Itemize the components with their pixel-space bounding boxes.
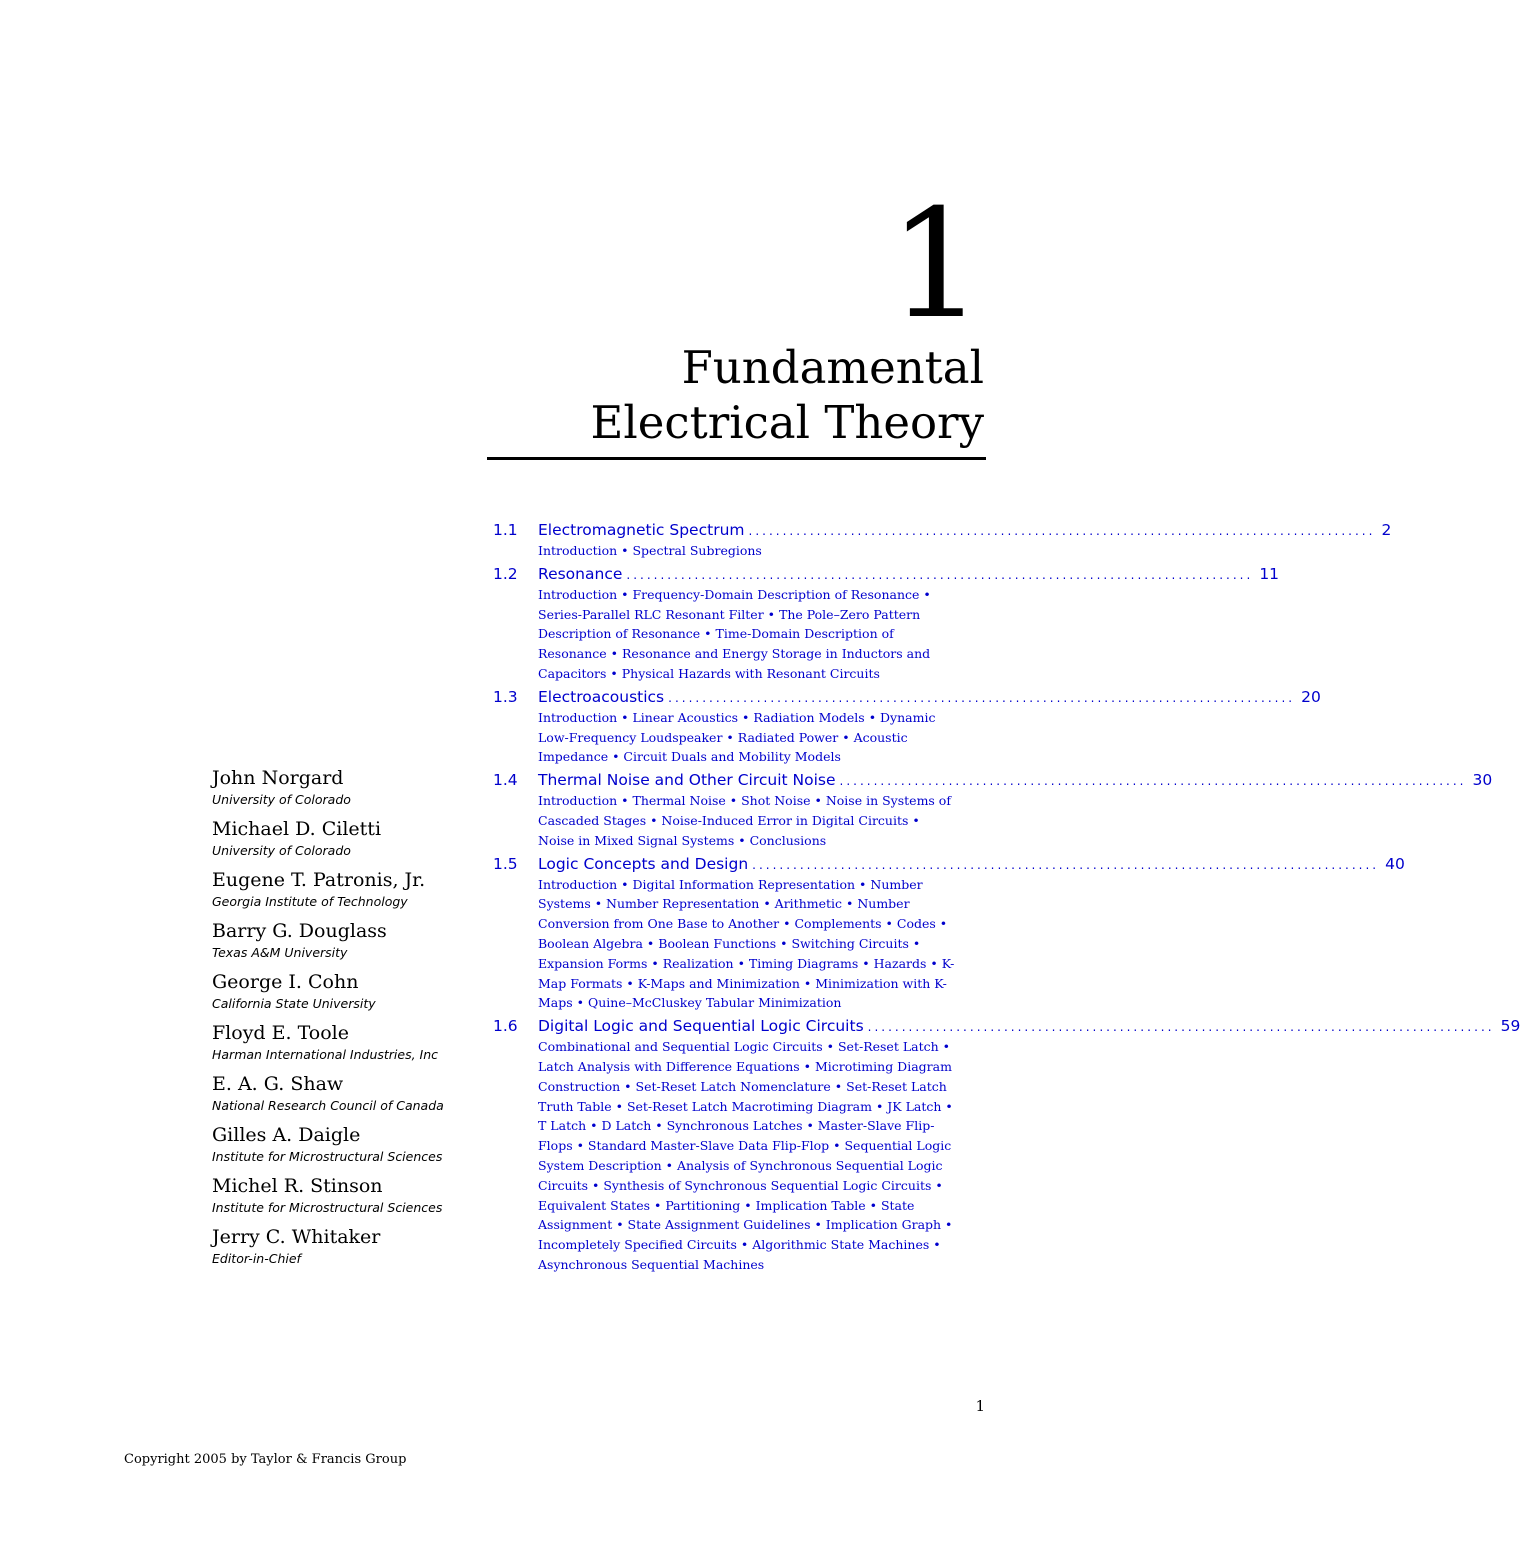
author-affiliation: Harman International Industries, Inc <box>212 1047 439 1062</box>
section-subtopics[interactable]: Introduction • Spectral Subregions <box>538 543 762 558</box>
section-number: 1.1 <box>493 521 518 539</box>
author <box>212 1123 482 1165</box>
toc-section <box>493 1016 1520 1275</box>
section-title: Resonance <box>538 564 623 583</box>
section-title: Logic Concepts and Design <box>538 854 749 873</box>
section-title: Thermal Noise and Other Circuit Noise <box>538 771 836 790</box>
toc-section <box>493 770 1493 850</box>
dot-leader: ............................................................................................ <box>626 567 1254 582</box>
dot-leader: ............................................................................................ <box>668 690 1296 705</box>
author <box>212 1174 482 1216</box>
toc-section <box>493 687 1321 767</box>
chapter-title-line-2: Electrical Theory <box>590 396 984 449</box>
author-name: Gilles A. Daigle <box>212 1124 361 1146</box>
dot-leader: ............................................................................................ <box>839 774 1467 789</box>
author-affiliation: California State University <box>212 996 376 1011</box>
author-list <box>212 766 482 1276</box>
section-title: Electroacoustics <box>538 687 665 706</box>
author-affiliation: Editor-in-Chief <box>212 1251 301 1266</box>
section-page: 2 <box>1381 521 1392 539</box>
author <box>212 817 482 859</box>
section-page: 30 <box>1472 771 1493 790</box>
toc-section <box>493 564 1280 684</box>
section-number: 1.3 <box>493 687 518 706</box>
chapter-title <box>464 340 984 450</box>
author <box>212 1072 482 1114</box>
section-subtopics[interactable]: Introduction • Frequency-Domain Description of Resonance • Series-Parallel RLC Resonant Filter • The Pole–Zero Pattern Description of Resonance • Time-Domain Description of Resonance • Resonance and Energy Storage in Inductors and Capacitors • Physical Hazards with Resonant Circuits <box>538 586 931 681</box>
author <box>212 766 482 808</box>
dot-leader: ............................................................................................ <box>748 524 1376 538</box>
author <box>212 868 482 910</box>
copyright-notice: Copyright 2005 by Taylor & Francis Group <box>124 1452 407 1467</box>
author-name: George I. Cohn <box>212 971 359 993</box>
section-subtopics[interactable]: Introduction • Thermal Noise • Shot Noise • Noise in Systems of Cascaded Stages • Noise-Induced Error in Digital Circuits • Noise in Mixed Signal Systems • Conclusions <box>538 793 951 848</box>
section-subtopics[interactable]: Introduction • Digital Information Representation • Number Systems • Number Representation • Arithmetic • Number Conversion from One Base to Another • Complements • Codes • Boolean Algebra • Boolean Functions • Switching Circuits • Expansion Forms • Realization • Timing Diagrams • Hazards • K-Map Formats • K-Maps and Minimization • Minimization with K-Maps • Quine–McCluskey Tabular Minimization <box>538 876 955 1011</box>
author-affiliation: Georgia Institute of Technology <box>212 894 408 909</box>
section-number: 1.2 <box>493 564 518 583</box>
table-of-contents <box>493 520 1520 1278</box>
author-affiliation: University of Colorado <box>212 792 351 807</box>
dot-leader: ............................................................................................ <box>867 1020 1495 1035</box>
toc-entry-link[interactable] <box>493 687 1321 708</box>
author-name: Michael D. Ciletti <box>212 818 382 840</box>
chapter-number: 1 <box>888 178 984 352</box>
toc-entry-link[interactable] <box>493 770 1493 791</box>
author-affiliation: National Research Council of Canada <box>212 1098 444 1113</box>
author-name: Floyd E. Toole <box>212 1022 349 1044</box>
author <box>212 1021 482 1063</box>
section-page: 11 <box>1259 564 1280 583</box>
section-page: 59 <box>1500 1017 1520 1036</box>
section-page: 40 <box>1385 854 1405 873</box>
section-page: 20 <box>1301 687 1321 706</box>
section-subtopics[interactable]: Combinational and Sequential Logic Circuits • Set-Reset Latch • Latch Analysis with Difference Equations • Microtiming Diagram Construction • Set-Reset Latch Nomenclature • Set-Reset Latch Truth Table • Set-Reset Latch Macrotiming Diagram • JK Latch • T Latch • D Latch • Synchronous Latches • Master-Slave Flip-Flops • Standard Master-Slave Data Flip-Flop • Sequential Logic System Description • Analysis of Synchronous Sequential Logic Circuits • Synthesis of Synchronous Sequential Logic Circuits • Equivalent States • Partitioning • Implication Table • State Assignment • State Assignment Guidelines • Implication Graph • Incompletely Specified Circuits • Algorithmic State Machines • Asynchronous Sequential Machines <box>538 1039 953 1272</box>
author-name: Barry G. Douglass <box>212 920 387 942</box>
toc-section <box>493 520 1392 561</box>
author <box>212 919 482 961</box>
author-affiliation: Institute for Microstructural Sciences <box>212 1200 443 1215</box>
section-subtopics[interactable]: Introduction • Linear Acoustics • Radiation Models • Dynamic Low-Frequency Loudspeaker • Radiated Power • Acoustic Impedance • Circuit Duals and Mobility Models <box>538 709 936 765</box>
author-name: John Norgard <box>212 767 344 789</box>
section-number: 1.4 <box>493 771 518 790</box>
toc-entry-link[interactable] <box>493 564 1280 585</box>
section-title: Electromagnetic Spectrum <box>538 521 745 539</box>
author-name: E. A. G. Shaw <box>212 1073 344 1095</box>
author-name: Eugene T. Patronis, Jr. <box>212 869 426 891</box>
dot-leader: ............................................................................................ <box>752 857 1380 872</box>
toc-entry-link[interactable] <box>493 1016 1520 1037</box>
page-number: 1 <box>975 1397 985 1415</box>
toc-section <box>493 854 1405 1014</box>
author-affiliation: Institute for Microstructural Sciences <box>212 1149 443 1164</box>
author-affiliation: Texas A&M University <box>212 945 348 960</box>
author <box>212 1225 482 1267</box>
section-title: Digital Logic and Sequential Logic Circuits <box>538 1017 864 1036</box>
chapter-title-line-1: Fundamental <box>681 341 984 394</box>
toc-entry-link[interactable] <box>493 854 1405 875</box>
section-number: 1.5 <box>493 854 518 873</box>
author-affiliation: University of Colorado <box>212 843 351 858</box>
toc-entry-link[interactable] <box>493 520 1392 541</box>
author-name: Jerry C. Whitaker <box>212 1226 381 1248</box>
author-name: Michel R. Stinson <box>212 1175 383 1197</box>
author <box>212 970 482 1012</box>
chapter-rule <box>487 457 986 460</box>
section-number: 1.6 <box>493 1017 518 1036</box>
